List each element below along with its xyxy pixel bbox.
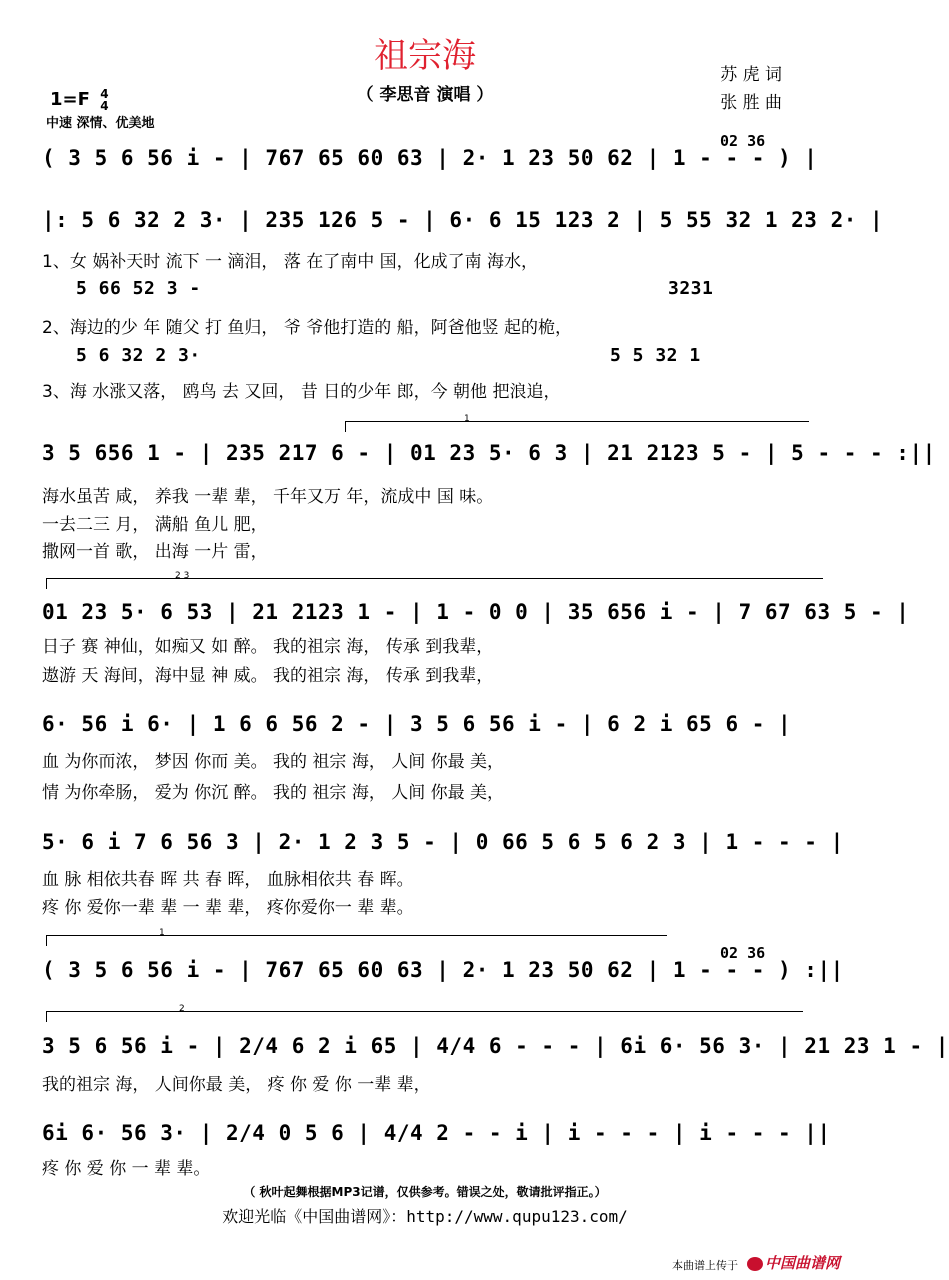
transcription-note: （ 秋叶起舞根据MP3记谱，仅供参考。错误之处，敬请批评指正。） <box>243 1185 607 1199</box>
volta-label: 1 <box>159 928 165 938</box>
score-row-5: 6· 56 i 6· | 1 6 6 56 2 - | 3 5 6 56 i - | 6 2 i 65 6 - | <box>42 712 792 736</box>
lyric-row-4-1: 日子 赛 神仙，如痴又 如 醉。 我的祖宗 海， 传承 到我辈， <box>42 637 494 657</box>
lyric-row-6-1: 血 脉 相依共春 晖 共 春 晖， 血脉相依共 春 晖。 <box>42 870 414 890</box>
volta-label: 2 3 <box>175 571 190 581</box>
score-row-8: 3 5 6 56 i - | 2/4 6 2 i 65 | 4/4 6 - - - | 6i 6· 56 3· | 21 23 1 - | <box>42 1034 949 1058</box>
logo-text: 中国曲谱网 <box>764 1254 840 1272</box>
score-row-9: 6i 6· 56 3· | 2/4 0 5 6 | 4/4 2 - - i | i - - - | i - - - || <box>42 1121 831 1145</box>
score-row-7: ( 3 5 6 56 i - | 767 65 60 63 | 2· 1 23 50 62 | 1 - - - ) :|| <box>42 958 844 982</box>
lyric-row-2-3: 3、海 水涨又落， 鸥鸟 去 又回， 昔 日的少年 郎，今 朝他 把浪追， <box>42 382 561 402</box>
lyric-row-9-1: 疼 你 爱 你 一 辈 辈。 <box>42 1159 211 1179</box>
lyric-row-2-1: 1、女 娲补天时 流下 一 滴泪， 落 在了南中 国，化成了南 海水， <box>42 252 539 272</box>
volta-label: 1 <box>464 414 470 424</box>
score-row-2-alt2-right: 5 5 32 1 <box>610 345 701 366</box>
score-row-2-alt1: 5 66 52 3 - <box>76 278 201 299</box>
logo-mark-icon <box>747 1257 763 1271</box>
volta-bracket-2 <box>46 1004 803 1022</box>
score-row-2-alt2: 5 6 32 2 3· <box>76 345 201 366</box>
volta-bracket-1b <box>46 928 667 946</box>
key-label: 1=F <box>50 89 90 110</box>
volta-label: 2 <box>179 1004 185 1014</box>
time-signature <box>100 88 108 112</box>
key-signature <box>50 88 109 112</box>
score-row-7-sub: 02 36 <box>720 944 766 962</box>
lyric-row-8-1: 我的祖宗 海， 人间你最 美， 疼 你 爱 你 一辈 辈， <box>42 1075 431 1095</box>
score-row-1: ( 3 5 6 56 i - | 767 65 60 63 | 2· 1 23 50 62 | 1 - - - ) | <box>42 146 818 170</box>
volta-bracket-1 <box>345 414 809 432</box>
volta-bracket-23 <box>46 571 823 589</box>
score-row-1-sub: 02 36 <box>720 132 766 150</box>
lyricist-credit: 苏 虎 词 <box>720 65 782 85</box>
website-welcome[interactable]: 欢迎光临《中国曲谱网》：http://www.qupu123.com/ <box>222 1207 628 1226</box>
score-row-2: |: 5 6 32 2 3· | 235 126 5 - | 6· 6 15 123 2 | 5 55 32 1 23 2· | <box>42 208 884 232</box>
lyric-row-6-2: 疼 你 爱你一辈 辈 一 辈 辈， 疼你爱你一 辈 辈。 <box>42 898 414 918</box>
time-bottom: 4 <box>100 99 109 113</box>
tempo-marking: 中速 深情、优美地 <box>46 116 155 131</box>
site-logo[interactable] <box>747 1252 840 1273</box>
lyric-row-3-1: 海水虽苦 咸， 养我 一辈 辈， 千年又万 年，流成中 国 味。 <box>42 487 494 507</box>
lyric-row-5-1: 血 为你而浓， 梦因 你而 美。 我的 祖宗 海， 人间 你最 美， <box>42 752 505 772</box>
singer-credit: （ 李思音 演唱 ） <box>356 85 494 105</box>
score-row-6: 5· 6 i 7 6 56 3 | 2· 1 2 3 5 - | 0 66 5 6 5 6 2 3 | 1 - - - | <box>42 830 844 854</box>
score-row-2-alt1-right: 3231 <box>668 278 714 299</box>
composer-credit: 张 胜 曲 <box>720 93 782 113</box>
time-top: 4 <box>100 87 109 101</box>
lyric-row-3-2: 一去二三 月， 满船 鱼儿 肥， <box>42 515 268 535</box>
score-row-3: 3 5 656 1 - | 235 217 6 - | 01 23 5· 6 3 | 21 2123 5 - | 5 - - - :|| <box>42 441 936 465</box>
upload-label: 本曲谱上传于 <box>672 1259 738 1272</box>
lyric-row-3-3: 撒网一首 歌， 出海 一片 雷， <box>42 542 268 562</box>
page-title: 祖宗海 <box>374 36 476 76</box>
score-row-4: 01 23 5· 6 53 | 21 2123 1 - | 1 - 0 0 | 35 656 i - | 7 67 63 5 - | <box>42 600 910 624</box>
lyric-row-5-2: 情 为你牵肠， 爱为 你沉 醉。 我的 祖宗 海， 人间 你最 美， <box>42 783 505 803</box>
lyric-row-4-2: 遨游 天 海间，海中显 神 威。 我的祖宗 海， 传承 到我辈， <box>42 666 494 686</box>
lyric-row-2-2: 2、海边的少 年 随父 打 鱼归， 爷 爷他打造的 船，阿爸他竖 起的桅， <box>42 318 573 338</box>
